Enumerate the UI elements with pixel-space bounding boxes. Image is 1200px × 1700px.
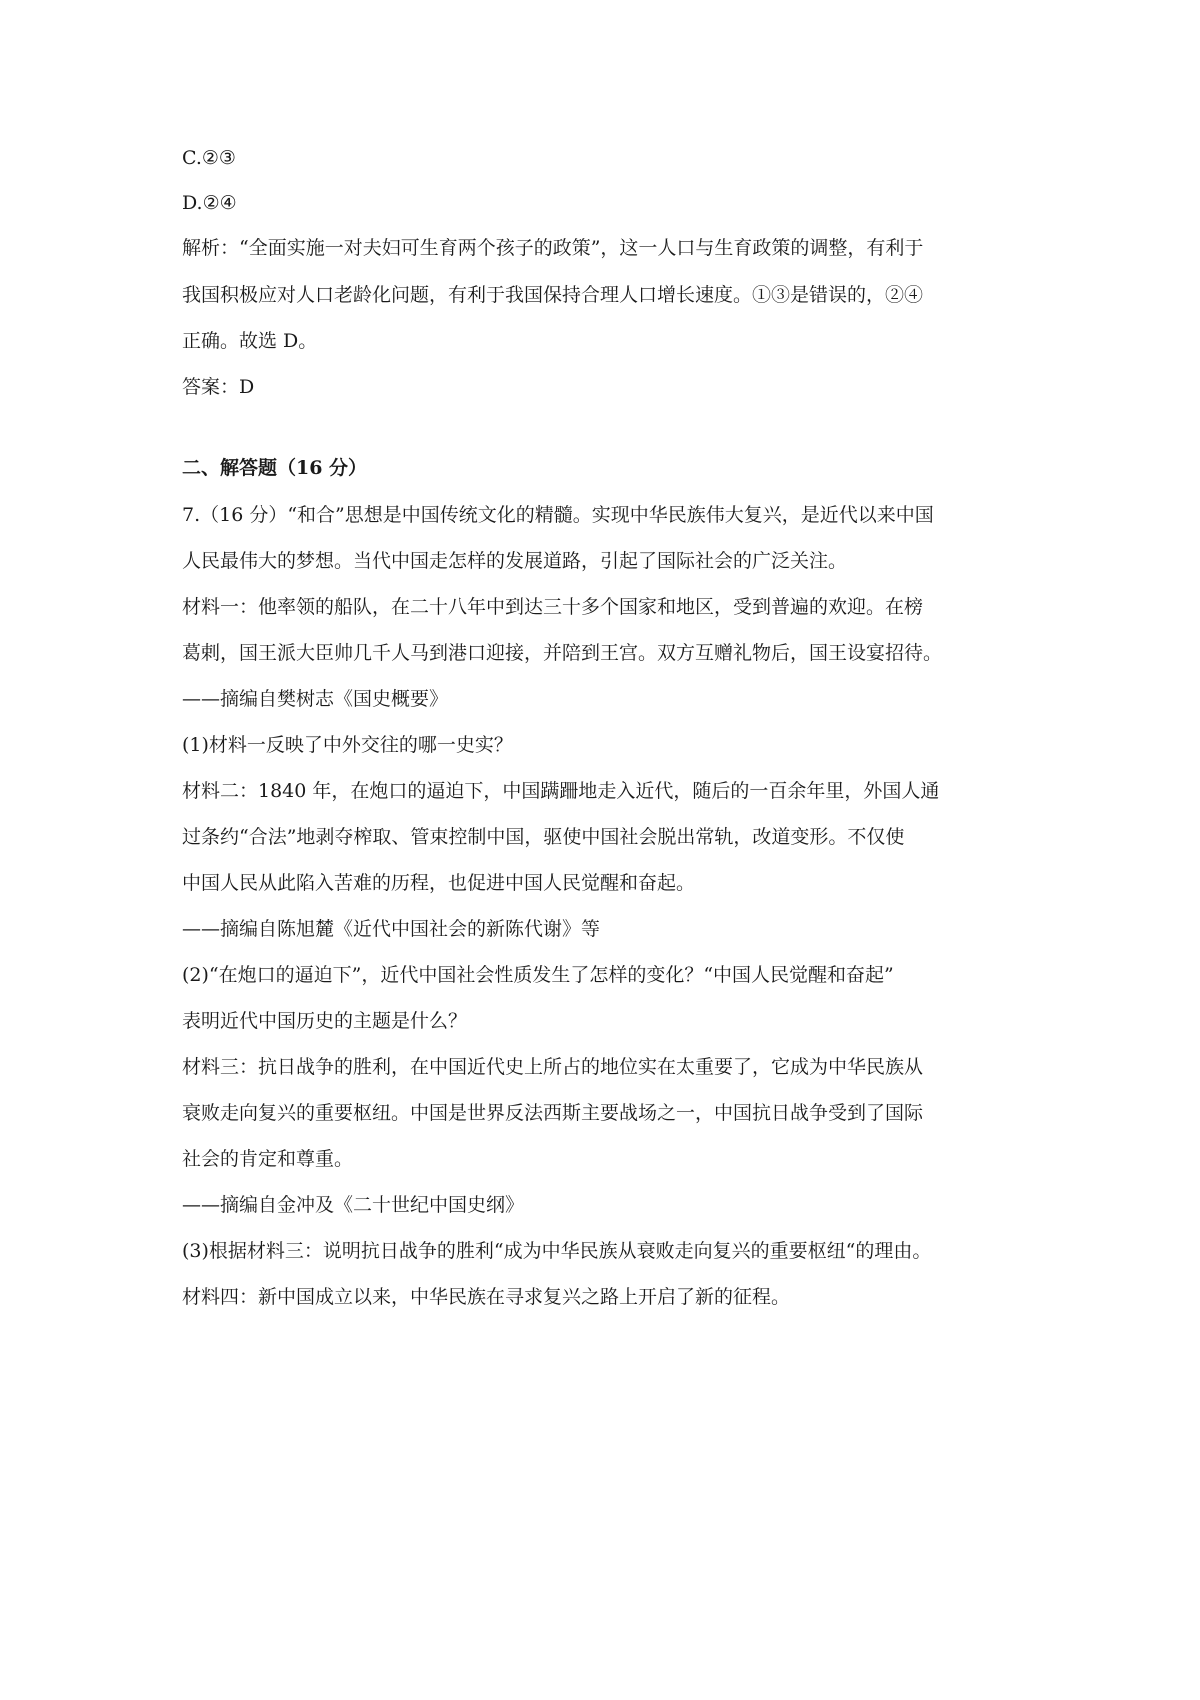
source-1: ——摘编自樊树志《国史概要》: [182, 688, 449, 710]
analysis-line: 解析：“全面实施一对夫妇可生育两个孩子的政策”，这一人口与生育政策的调整，有利于: [182, 237, 924, 259]
analysis-line: 我国积极应对人口老龄化问题，有利于我国保持合理人口增长速度。①③是错误的，②④: [182, 284, 924, 306]
question-2-line: 表明近代中国历史的主题是什么？: [182, 1010, 468, 1032]
material-1-line: 葛剌，国王派大臣帅几千人马到港口迎接，并陪到王宫。双方互赠礼物后，国王设宴招待。: [182, 642, 943, 664]
answer-line: 答案：D: [182, 376, 255, 398]
option-c: C.②③: [182, 147, 236, 169]
question-1: (1)材料一反映了中外交往的哪一史实？: [182, 734, 513, 756]
question-2-line: (2)“在炮口的逼迫下”，近代中国社会性质发生了怎样的变化？“中国人民觉醒和奋起”: [182, 964, 894, 986]
source-3: ——摘编自金冲及《二十世纪中国史纲》: [182, 1194, 525, 1216]
material-4: 材料四：新中国成立以来，中华民族在寻求复兴之路上开启了新的征程。: [182, 1286, 791, 1308]
question-7-line: 人民最伟大的梦想。当代中国走怎样的发展道路，引起了国际社会的广泛关注。: [182, 550, 848, 572]
material-3-line: 社会的肯定和尊重。: [182, 1148, 354, 1170]
material-1-line: 材料一：他率领的船队，在二十八年中到达三十多个国家和地区，受到普遍的欢迎。在榜: [182, 596, 924, 618]
source-2: ——摘编自陈旭麓《近代中国社会的新陈代谢》等: [182, 918, 601, 940]
analysis-line: 正确。故选 D。: [182, 330, 318, 352]
question-7-line: 7.（16 分）“和合”思想是中国传统文化的精髓。实现中华民族伟大复兴，是近代以来中国: [182, 504, 934, 526]
material-2-line: 材料二：1840 年，在炮口的逼迫下，中国蹒跚地走入近代，随后的一百余年里，外国人通: [182, 780, 940, 802]
material-2-line: 过条约“合法”地剥夺榨取、管束控制中国，驱使中国社会脱出常轨，改道变形。不仅使: [182, 826, 905, 848]
material-3-line: 衰败走向复兴的重要枢纽。中国是世界反法西斯主要战场之一，中国抗日战争受到了国际: [182, 1102, 924, 1124]
material-3-line: 材料三：抗日战争的胜利，在中国近代史上所占的地位实在太重要了，它成为中华民族从: [182, 1056, 924, 1078]
question-3: (3)根据材料三：说明抗日战争的胜利“成为中华民族从衰败走向复兴的重要枢纽“的理由。: [182, 1240, 932, 1262]
option-d: D.②④: [182, 192, 237, 214]
section-heading: 二、解答题（16 分）: [182, 457, 368, 479]
material-2-line: 中国人民从此陷入苦难的历程，也促进中国人民觉醒和奋起。: [182, 872, 696, 894]
